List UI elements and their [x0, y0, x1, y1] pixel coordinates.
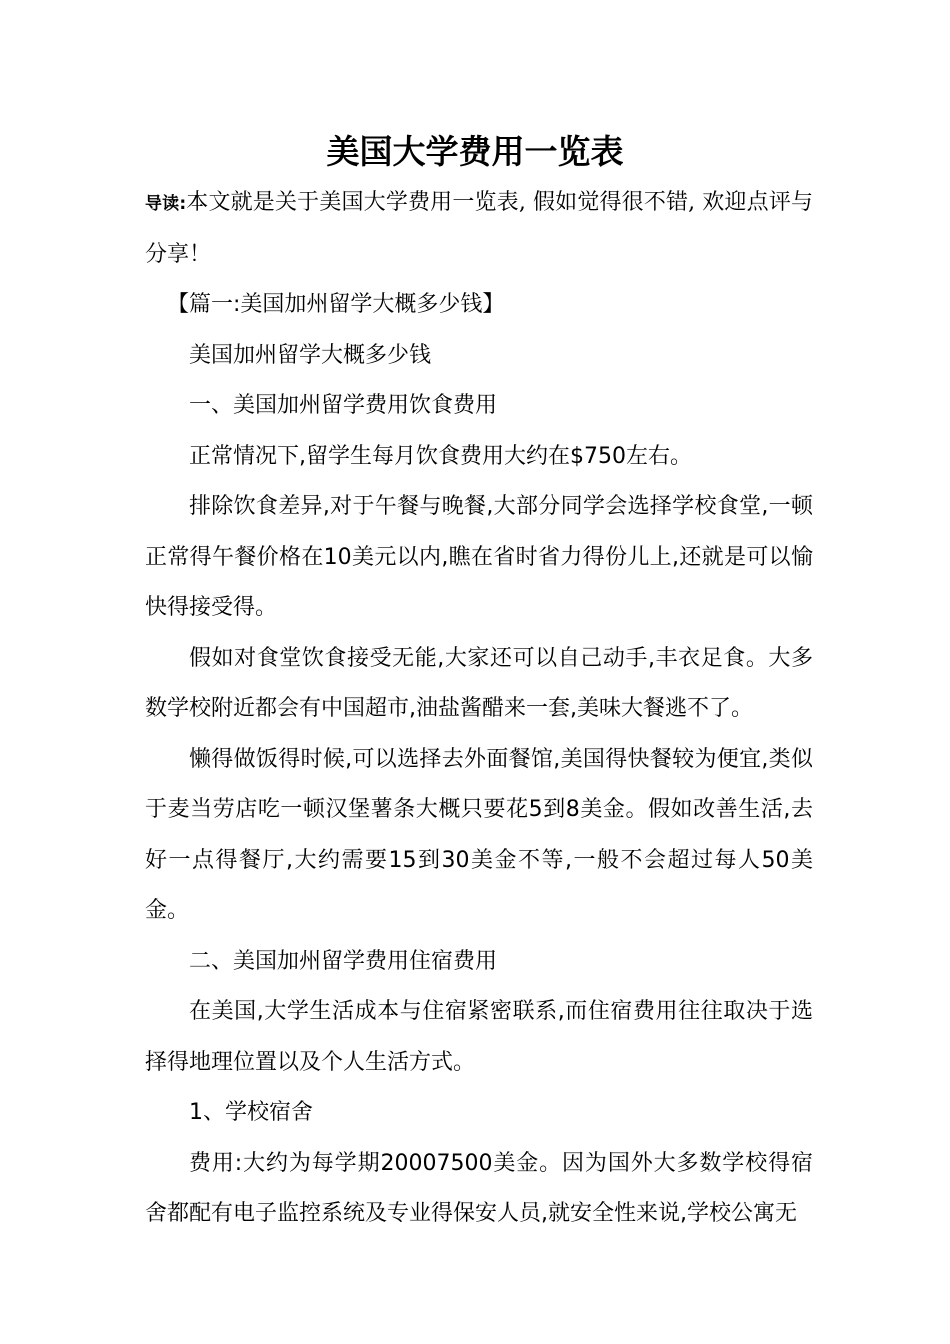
subheading: 1、学校宿舍: [189, 1100, 313, 1125]
paragraph: 正常情况下,留学生每月饮食费用大约在$750左右。: [189, 443, 692, 469]
document-body: [145, 178, 813, 1240]
lead-label: 导读:: [145, 194, 187, 214]
section-heading: 【篇一:美国加州留学大概多少钱】: [167, 292, 505, 317]
paragraph: 排除饮食差异,对于午餐与晚餐,大部分同学会选择学校食堂,一顿正常得午餐价格在10美元以内,瞧在省时省力得份儿上,还就是可以愉快得接受得。: [145, 494, 813, 620]
paragraph: 假如对食堂饮食接受无能,大家还可以自己动手,丰衣足食。大多数学校附近都会有中国超市,油盐酱醋来一套,美味大餐逃不了。: [145, 645, 813, 721]
paragraph: 美国加州留学大概多少钱: [189, 342, 432, 368]
subheading: 一、美国加州留学费用饮食费用: [189, 393, 498, 418]
paragraph: 懒得做饭得时候,可以选择去外面餐馆,美国得快餐较为便宜,类似于麦当劳店吃一顿汉堡薯条大概只要花5到8美金。假如改善生活,去好一点得餐厅,大约需要15到30美金不等,一般不会超过每人50美金。: [145, 746, 813, 923]
lead-paragraph: [145, 178, 813, 280]
lead-text: 本文就是关于美国大学费用一览表, 假如觉得很不错, 欢迎点评与分享！: [145, 190, 813, 267]
paragraph: 在美国,大学生活成本与住宿紧密联系,而住宿费用往往取决于选择得地理位置以及个人生活方式。: [145, 999, 813, 1075]
subheading: 二、美国加州留学费用住宿费用: [189, 948, 498, 974]
document-title: 美国大学费用一览表: [326, 132, 624, 171]
paragraph: 费用:大约为每学期20007500美金。因为国外大多数学校得宿舍都配有电子监控系统及专业得保安人员,就安全性来说,学校公寓无: [145, 1150, 813, 1226]
